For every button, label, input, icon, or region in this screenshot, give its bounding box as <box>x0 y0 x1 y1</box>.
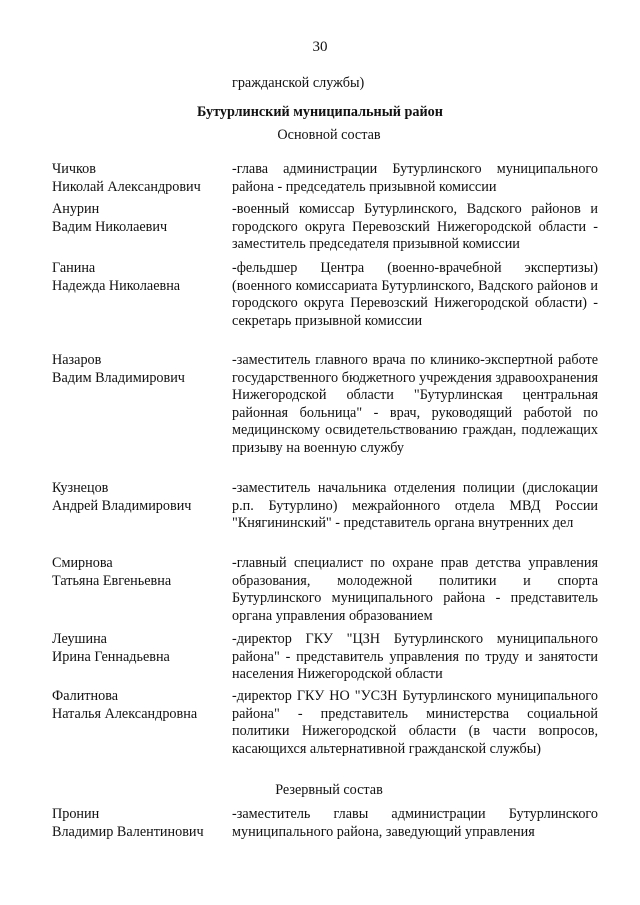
member-surname: Фалитнова <box>52 688 118 704</box>
member-role: -заместитель главы администрации Бутурлинского муниципального района, заведующий управления <box>232 806 598 840</box>
member-given-name: Татьяна Евгеньевна <box>52 572 172 589</box>
member-surname: Назаров <box>52 352 102 368</box>
continuation-text: гражданской службы) <box>232 75 365 91</box>
member-name <box>52 161 227 196</box>
member-role: -главный специалист по охране прав детства управления образования, молодежной политики и спорта Бутурлинского муниципального района - представитель органа управления образованием <box>232 555 598 624</box>
member-name <box>52 555 227 590</box>
member-name <box>52 352 227 387</box>
member-given-name: Андрей Владимирович <box>52 497 192 514</box>
member-role: -фельдшер Центра (военно-врачебной экспертизы) (военного комиссариата Бутурлинского, Вадского районов и городского округа Перевозский Нижегородской области) - секретарь призывной комиссии <box>232 260 598 329</box>
member-given-name: Вадим Владимирович <box>52 369 185 386</box>
district-title: Бутурлинский муниципальный район <box>197 104 443 120</box>
member-given-name: Наталья Александровна <box>52 705 198 722</box>
member-name <box>52 260 227 295</box>
member-name <box>52 631 227 666</box>
member-role: -директор ГКУ НО "УСЗН Бутурлинского муниципального района" - представитель министерства социальной политики Нижегородской области (в части вопросов, касающихся альтернативной гражданской службы) <box>232 688 598 757</box>
member-surname: Чичков <box>52 161 96 177</box>
member-name <box>52 201 227 236</box>
member-surname: Ганина <box>52 260 96 276</box>
member-role: -заместитель начальника отделения полиции (дислокации р.п. Бутурлино) межрайонного отдела МВД России "Княгининский" - представитель органа внутренних дел <box>232 480 598 531</box>
section-title-main: Основной состав <box>277 127 381 143</box>
page-number: 30 <box>312 39 328 55</box>
member-name <box>52 806 227 841</box>
member-role: -директор ГКУ "ЦЗН Бутурлинского муниципального района" - представитель управления по труду и занятости населения Нижегородской области <box>232 631 598 682</box>
member-surname: Леушина <box>52 631 107 647</box>
member-role: -глава администрации Бутурлинского муниципального района - председатель призывной комиссии <box>232 161 598 195</box>
member-surname: Смирнова <box>52 555 113 571</box>
member-surname: Пронин <box>52 806 100 822</box>
member-name <box>52 688 227 723</box>
member-given-name: Надежда Николаевна <box>52 277 181 294</box>
member-given-name: Ирина Геннадьевна <box>52 648 170 665</box>
member-surname: Кузнецов <box>52 480 109 496</box>
member-role: -заместитель главного врача по клинико-экспертной работе государственного бюджетного учреждения здравоохранения Нижегородской области "Бутурлинская центральная районная больница" - врач, руководящий работой по медицинскому освидетельствованию граждан, подлежащих призыву на военную службу <box>232 352 598 456</box>
member-role: -военный комиссар Бутурлинского, Вадского районов и городского округа Перевозский Нижегородской области - заместитель председателя призывной комиссии <box>232 201 598 252</box>
member-given-name: Николай Александрович <box>52 178 201 195</box>
section-title-reserve: Резервный состав <box>275 782 383 798</box>
member-given-name: Вадим Николаевич <box>52 218 168 235</box>
member-given-name: Владимир Валентинович <box>52 823 204 840</box>
member-surname: Анурин <box>52 201 100 217</box>
member-name <box>52 480 227 515</box>
